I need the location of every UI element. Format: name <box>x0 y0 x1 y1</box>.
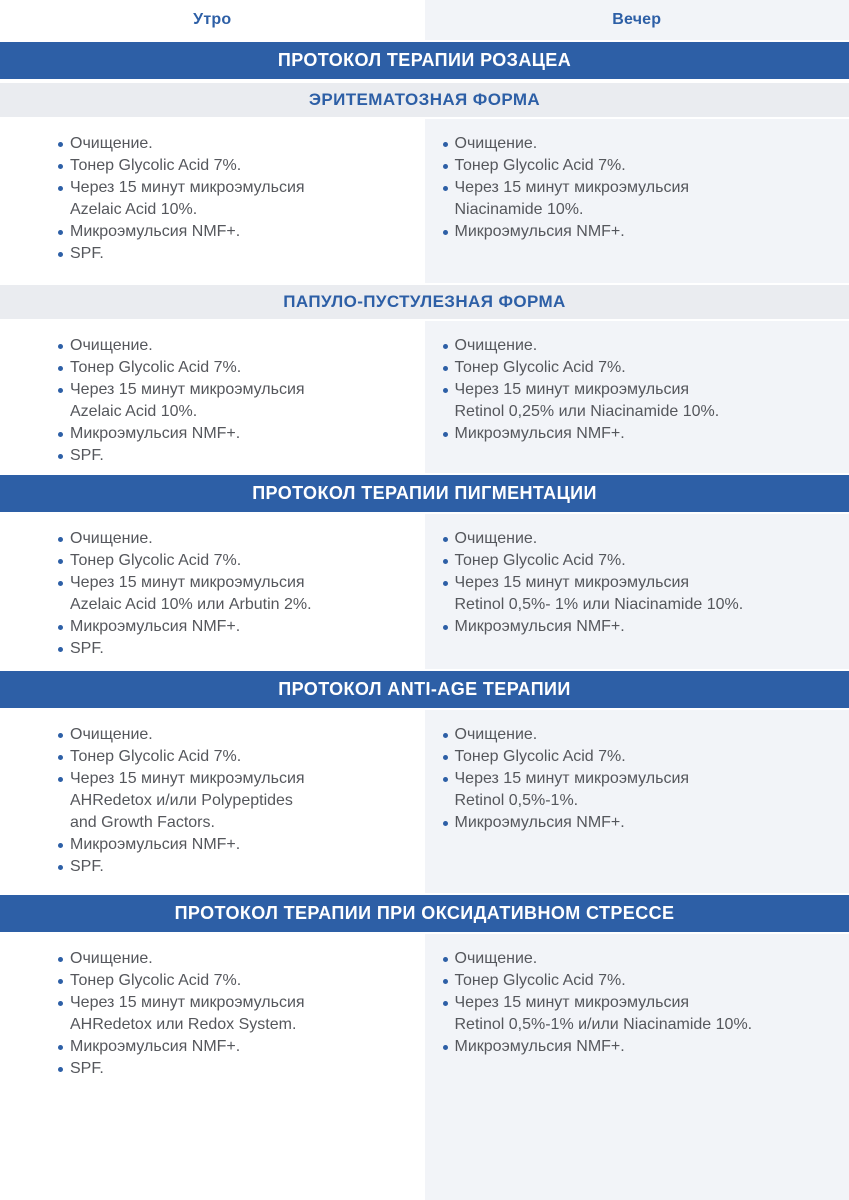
protocol-step <box>58 834 413 856</box>
protocol-list-morning <box>0 514 425 669</box>
protocol-list-morning <box>0 321 425 473</box>
protocol-list-morning <box>0 934 425 1200</box>
protocol-step <box>443 724 838 746</box>
protocol-list-evening <box>425 934 849 1200</box>
protocol-step <box>443 177 838 221</box>
section-title-bar <box>0 40 849 81</box>
protocol-step-line: Тонер Glycolic Acid 7%. <box>70 359 242 376</box>
protocol-step <box>443 812 838 834</box>
protocol-step-line: Очищение. <box>70 530 153 547</box>
protocol-step <box>443 572 838 616</box>
protocol-step-line: AHRedetox и/или Polypeptides <box>70 792 293 809</box>
protocol-step <box>58 746 413 768</box>
section-title-bar <box>0 473 849 514</box>
protocol-list-evening <box>425 119 849 283</box>
section-subtitle-bar <box>0 283 849 321</box>
protocol-step-line: Через 15 минут микроэмульсия <box>70 574 305 591</box>
protocol-step-line: SPF. <box>70 245 104 262</box>
protocol-list-morning <box>0 119 425 283</box>
protocol-step-line: Через 15 минут микроэмульсия <box>454 770 690 787</box>
protocol-step-line: Тонер Glycolic Acid 7%. <box>454 157 626 174</box>
protocol-step <box>58 616 413 638</box>
protocol-step-line: Через 15 минут микроэмульсия <box>70 770 305 787</box>
protocol-step-line: Через 15 минут микроэмульсия <box>454 994 690 1011</box>
protocol-step-line: Тонер Glycolic Acid 7%. <box>70 552 242 569</box>
protocol-row <box>0 119 849 283</box>
protocol-step <box>443 155 838 177</box>
protocol-step-line: Микроэмульсия NMF+. <box>454 1038 625 1055</box>
protocol-step-line: Retinol 0,25% или Niacinamide 10%. <box>454 403 720 420</box>
protocol-step <box>443 970 838 992</box>
protocol-step-line: Микроэмульсия NMF+. <box>70 618 241 635</box>
protocol-step-line: Очищение. <box>70 726 153 743</box>
protocol-row <box>0 321 849 473</box>
section-subtitle-text: ЭРИТЕМАТОЗНАЯ ФОРМА <box>308 90 541 109</box>
protocol-step-line: Тонер Glycolic Acid 7%. <box>70 972 242 989</box>
protocol-step <box>443 948 838 970</box>
protocol-step <box>443 550 838 572</box>
protocol-step-line: Очищение. <box>454 950 538 967</box>
protocol-step <box>58 379 413 423</box>
protocol-step-line: Очищение. <box>454 135 538 152</box>
protocol-step <box>443 746 838 768</box>
protocol-step-line: Azelaic Acid 10%. <box>70 201 198 218</box>
protocol-step-line: Очищение. <box>454 530 538 547</box>
protocol-step <box>443 423 838 445</box>
protocol-step <box>443 335 838 357</box>
protocol-step-line: Очищение. <box>454 726 538 743</box>
protocol-step <box>58 357 413 379</box>
protocol-step <box>58 572 413 616</box>
column-header-morning: Утро <box>193 11 232 28</box>
section-subtitle-text: ПАПУЛО-ПУСТУЛЕЗНАЯ ФОРМА <box>283 292 566 311</box>
protocol-step <box>58 1058 413 1080</box>
protocol-step-line: Через 15 минут микроэмульсия <box>70 994 305 1011</box>
protocol-step-line: AHRedetox или Redox System. <box>70 1016 297 1033</box>
protocol-step-line: SPF. <box>70 447 104 464</box>
protocol-step-line: SPF. <box>70 858 104 875</box>
protocol-step-line: Через 15 минут микроэмульсия <box>454 179 690 196</box>
protocol-step-line: Тонер Glycolic Acid 7%. <box>454 748 626 765</box>
protocol-step-line: SPF. <box>70 640 104 657</box>
protocol-step <box>58 133 413 155</box>
protocol-step-line: Микроэмульсия NMF+. <box>70 1038 241 1055</box>
protocol-step-line: Очищение. <box>454 337 538 354</box>
protocol-step-line: Микроэмульсия NMF+. <box>454 425 625 442</box>
protocol-step-line: Retinol 0,5%- 1% или Niacinamide 10%. <box>454 596 744 613</box>
protocol-step-line: Тонер Glycolic Acid 7%. <box>454 552 626 569</box>
protocol-step-line: Тонер Glycolic Acid 7%. <box>454 359 626 376</box>
protocol-step-line: Микроэмульсия NMF+. <box>454 223 625 240</box>
protocol-step <box>443 221 838 243</box>
protocol-step <box>58 423 413 445</box>
section-subtitle-bar <box>0 81 849 119</box>
protocol-step-line: Через 15 минут микроэмульсия <box>454 574 690 591</box>
protocol-step <box>58 970 413 992</box>
protocol-step-line: Niacinamide 10%. <box>454 201 584 218</box>
blocks-container <box>0 40 849 1200</box>
protocol-step <box>58 638 413 660</box>
protocol-step <box>443 357 838 379</box>
protocol-step-line: Azelaic Acid 10%. <box>70 403 198 420</box>
protocol-list-evening <box>425 710 849 893</box>
protocol-step <box>443 528 838 550</box>
protocol-step <box>58 724 413 746</box>
protocol-step-line: Retinol 0,5%-1%. <box>454 792 579 809</box>
protocol-list-morning <box>0 710 425 893</box>
protocol-step <box>443 616 838 638</box>
section-title-text: ПРОТОКОЛ ANTI-AGE ТЕРАПИИ <box>278 679 571 699</box>
protocol-step-line: Очищение. <box>70 135 153 152</box>
protocol-step-line: Тонер Glycolic Acid 7%. <box>70 748 242 765</box>
protocol-step-line: Микроэмульсия NMF+. <box>70 223 241 240</box>
protocol-step-line: and Growth Factors. <box>70 814 215 831</box>
column-header-row <box>0 0 849 40</box>
protocol-row <box>0 710 849 893</box>
section-title-bar <box>0 893 849 934</box>
section-title-text: ПРОТОКОЛ ТЕРАПИИ ПИГМЕНТАЦИИ <box>252 483 597 503</box>
protocol-step <box>58 856 413 878</box>
protocol-step <box>58 335 413 357</box>
protocol-step-line: SPF. <box>70 1060 104 1077</box>
protocol-step-line: Через 15 минут микроэмульсия <box>70 179 305 196</box>
protocol-step <box>443 379 838 423</box>
protocol-step <box>58 550 413 572</box>
section-title-text: ПРОТОКОЛ ТЕРАПИИ ПРИ ОКСИДАТИВНОМ СТРЕССЕ <box>174 903 675 923</box>
protocol-list-evening <box>425 321 849 473</box>
column-header-evening: Вечер <box>425 0 849 40</box>
protocol-list-evening <box>425 514 849 669</box>
protocol-step <box>58 177 413 221</box>
protocol-step <box>58 155 413 177</box>
protocol-step-line: Микроэмульсия NMF+. <box>454 814 625 831</box>
protocol-step-line: Тонер Glycolic Acid 7%. <box>70 157 242 174</box>
protocol-step-line: Микроэмульсия NMF+. <box>70 425 241 442</box>
protocol-step <box>443 992 838 1036</box>
protocol-step-line: Очищение. <box>70 337 153 354</box>
protocol-step <box>58 1036 413 1058</box>
protocol-step <box>58 948 413 970</box>
section-title-bar <box>0 669 849 710</box>
protocol-step <box>443 1036 838 1058</box>
protocol-step-line: Очищение. <box>70 950 153 967</box>
protocol-step-line: Через 15 минут микроэмульсия <box>454 381 690 398</box>
protocol-row <box>0 514 849 669</box>
protocol-step-line: Retinol 0,5%-1% и/или Niacinamide 10%. <box>454 1016 753 1033</box>
protocol-step <box>58 768 413 834</box>
protocol-step-line: Микроэмульсия NMF+. <box>454 618 625 635</box>
protocol-step <box>58 992 413 1036</box>
protocol-step <box>58 528 413 550</box>
protocol-step-line: Через 15 минут микроэмульсия <box>70 381 305 398</box>
protocol-step <box>58 243 413 265</box>
protocol-step-line: Микроэмульсия NMF+. <box>70 836 241 853</box>
protocol-step <box>58 221 413 243</box>
protocol-step <box>443 768 838 812</box>
protocol-step-line: Azelaic Acid 10% или Arbutin 2%. <box>70 596 312 613</box>
protocol-step-line: Тонер Glycolic Acid 7%. <box>454 972 626 989</box>
protocol-row <box>0 934 849 1200</box>
protocol-step <box>58 445 413 467</box>
section-title-text: ПРОТОКОЛ ТЕРАПИИ РОЗАЦЕА <box>277 50 572 70</box>
protocol-step <box>443 133 838 155</box>
